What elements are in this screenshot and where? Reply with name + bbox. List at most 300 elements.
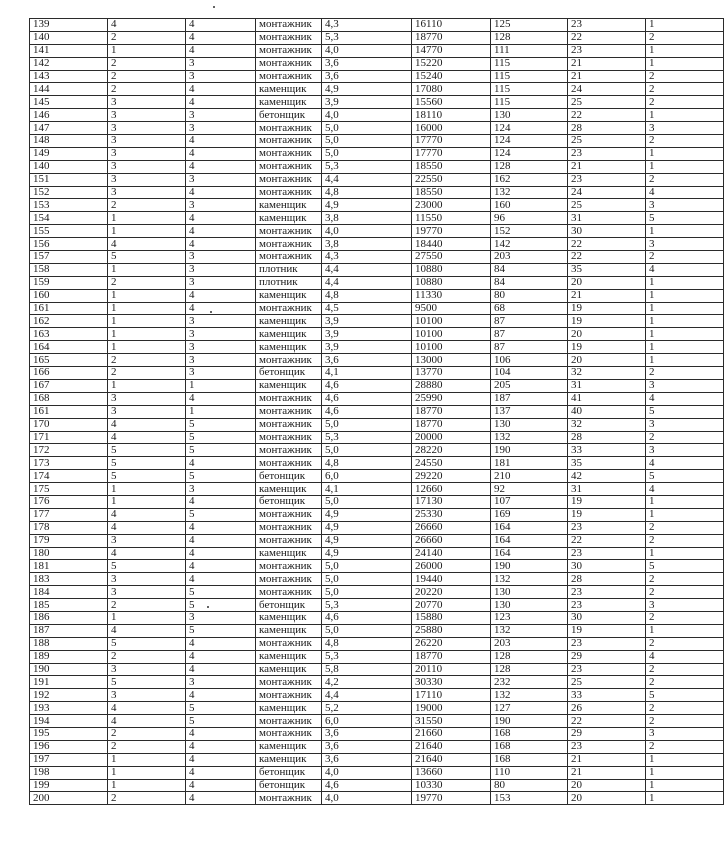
cell-d: 19 bbox=[568, 302, 646, 315]
table-row bbox=[30, 392, 724, 405]
cell-e: 2 bbox=[646, 715, 724, 728]
cell-b: 5 bbox=[186, 508, 256, 521]
table-row bbox=[30, 470, 724, 483]
cell-a: 5 bbox=[108, 251, 186, 264]
cell-profession: бетонщик bbox=[256, 470, 322, 483]
cell-b: 4 bbox=[186, 779, 256, 792]
cell-grade: 3,6 bbox=[322, 753, 412, 766]
cell-e: 1 bbox=[646, 276, 724, 289]
cell-a: 4 bbox=[108, 508, 186, 521]
cell-profession: каменщик bbox=[256, 753, 322, 766]
table-row bbox=[30, 779, 724, 792]
cell-b: 4 bbox=[186, 792, 256, 805]
table-row bbox=[30, 289, 724, 302]
cell-profession: монтажник bbox=[256, 431, 322, 444]
cell-d: 23 bbox=[568, 547, 646, 560]
cell-profession: монтажник bbox=[256, 405, 322, 418]
cell-profession: монтажник bbox=[256, 573, 322, 586]
cell-d: 23 bbox=[568, 173, 646, 186]
cell-c: 132 bbox=[491, 573, 568, 586]
cell-grade: 5,2 bbox=[322, 702, 412, 715]
cell-e: 2 bbox=[646, 96, 724, 109]
cell-e: 1 bbox=[646, 547, 724, 560]
cell-d: 23 bbox=[568, 44, 646, 57]
cell-id: 160 bbox=[30, 289, 108, 302]
cell-d: 20 bbox=[568, 779, 646, 792]
cell-c: 123 bbox=[491, 611, 568, 624]
table-row bbox=[30, 70, 724, 83]
cell-salary: 24140 bbox=[412, 547, 491, 560]
cell-profession: монтажник bbox=[256, 122, 322, 135]
table-row bbox=[30, 405, 724, 418]
cell-b: 1 bbox=[186, 379, 256, 392]
cell-id: 144 bbox=[30, 83, 108, 96]
cell-salary: 15220 bbox=[412, 57, 491, 70]
cell-d: 33 bbox=[568, 689, 646, 702]
cell-grade: 4,0 bbox=[322, 766, 412, 779]
table-row bbox=[30, 315, 724, 328]
cell-salary: 10880 bbox=[412, 276, 491, 289]
cell-salary: 21640 bbox=[412, 753, 491, 766]
cell-grade: 4,1 bbox=[322, 483, 412, 496]
cell-d: 28 bbox=[568, 122, 646, 135]
cell-salary: 19770 bbox=[412, 225, 491, 238]
cell-a: 1 bbox=[108, 44, 186, 57]
cell-c: 132 bbox=[491, 186, 568, 199]
cell-grade: 4,1 bbox=[322, 367, 412, 380]
cell-profession: бетонщик bbox=[256, 766, 322, 779]
cell-c: 68 bbox=[491, 302, 568, 315]
cell-a: 1 bbox=[108, 289, 186, 302]
cell-d: 20 bbox=[568, 354, 646, 367]
cell-salary: 17080 bbox=[412, 83, 491, 96]
cell-d: 33 bbox=[568, 444, 646, 457]
cell-id: 154 bbox=[30, 212, 108, 225]
cell-a: 1 bbox=[108, 302, 186, 315]
table-row bbox=[30, 199, 724, 212]
cell-profession: монтажник bbox=[256, 302, 322, 315]
cell-grade: 5,0 bbox=[322, 418, 412, 431]
cell-a: 2 bbox=[108, 57, 186, 70]
table-row bbox=[30, 354, 724, 367]
cell-e: 1 bbox=[646, 354, 724, 367]
cell-profession: монтажник bbox=[256, 457, 322, 470]
table-row bbox=[30, 727, 724, 740]
cell-b: 4 bbox=[186, 534, 256, 547]
cell-d: 35 bbox=[568, 457, 646, 470]
cell-profession: монтажник bbox=[256, 160, 322, 173]
cell-d: 29 bbox=[568, 650, 646, 663]
cell-id: 161 bbox=[30, 302, 108, 315]
table-row bbox=[30, 624, 724, 637]
cell-c: 87 bbox=[491, 315, 568, 328]
cell-grade: 4,8 bbox=[322, 289, 412, 302]
cell-grade: 4,9 bbox=[322, 547, 412, 560]
cell-a: 5 bbox=[108, 457, 186, 470]
cell-b: 4 bbox=[186, 225, 256, 238]
cell-e: 2 bbox=[646, 83, 724, 96]
cell-e: 5 bbox=[646, 560, 724, 573]
cell-profession: монтажник bbox=[256, 534, 322, 547]
cell-d: 41 bbox=[568, 392, 646, 405]
cell-profession: монтажник bbox=[256, 31, 322, 44]
cell-grade: 3,9 bbox=[322, 341, 412, 354]
cell-id: 157 bbox=[30, 251, 108, 264]
cell-grade: 4,8 bbox=[322, 186, 412, 199]
cell-c: 87 bbox=[491, 341, 568, 354]
cell-a: 4 bbox=[108, 418, 186, 431]
cell-grade: 4,0 bbox=[322, 225, 412, 238]
table-row bbox=[30, 302, 724, 315]
cell-c: 187 bbox=[491, 392, 568, 405]
cell-grade: 4,8 bbox=[322, 457, 412, 470]
cell-profession: каменщик bbox=[256, 212, 322, 225]
cell-b: 4 bbox=[186, 766, 256, 779]
cell-id: 156 bbox=[30, 238, 108, 251]
cell-c: 124 bbox=[491, 147, 568, 160]
cell-c: 92 bbox=[491, 483, 568, 496]
cell-c: 137 bbox=[491, 405, 568, 418]
cell-id: 183 bbox=[30, 573, 108, 586]
cell-salary: 15240 bbox=[412, 70, 491, 83]
cell-id: 141 bbox=[30, 44, 108, 57]
cell-salary: 17770 bbox=[412, 147, 491, 160]
cell-c: 168 bbox=[491, 740, 568, 753]
cell-b: 5 bbox=[186, 444, 256, 457]
scan-speck bbox=[210, 311, 212, 313]
cell-id: 186 bbox=[30, 611, 108, 624]
cell-grade: 5,3 bbox=[322, 160, 412, 173]
cell-b: 4 bbox=[186, 637, 256, 650]
cell-c: 168 bbox=[491, 727, 568, 740]
cell-salary: 31550 bbox=[412, 715, 491, 728]
table-row bbox=[30, 186, 724, 199]
cell-profession: каменщик bbox=[256, 483, 322, 496]
cell-e: 2 bbox=[646, 740, 724, 753]
cell-c: 190 bbox=[491, 560, 568, 573]
cell-salary: 18550 bbox=[412, 160, 491, 173]
cell-a: 4 bbox=[108, 521, 186, 534]
cell-d: 25 bbox=[568, 135, 646, 148]
cell-grade: 4,4 bbox=[322, 689, 412, 702]
cell-grade: 5,0 bbox=[322, 560, 412, 573]
table-row bbox=[30, 483, 724, 496]
cell-id: 181 bbox=[30, 560, 108, 573]
cell-id: 149 bbox=[30, 147, 108, 160]
cell-grade: 4,2 bbox=[322, 676, 412, 689]
cell-id: 173 bbox=[30, 457, 108, 470]
table-row bbox=[30, 379, 724, 392]
cell-grade: 4,9 bbox=[322, 199, 412, 212]
cell-b: 5 bbox=[186, 586, 256, 599]
cell-id: 174 bbox=[30, 470, 108, 483]
cell-id: 178 bbox=[30, 521, 108, 534]
cell-grade: 6,0 bbox=[322, 715, 412, 728]
cell-id: 167 bbox=[30, 379, 108, 392]
cell-d: 20 bbox=[568, 792, 646, 805]
cell-b: 3 bbox=[186, 354, 256, 367]
cell-salary: 10100 bbox=[412, 315, 491, 328]
cell-d: 32 bbox=[568, 367, 646, 380]
cell-e: 2 bbox=[646, 702, 724, 715]
cell-c: 128 bbox=[491, 663, 568, 676]
cell-e: 5 bbox=[646, 405, 724, 418]
cell-a: 1 bbox=[108, 611, 186, 624]
cell-id: 151 bbox=[30, 173, 108, 186]
cell-profession: плотник bbox=[256, 263, 322, 276]
cell-c: 164 bbox=[491, 547, 568, 560]
cell-d: 28 bbox=[568, 431, 646, 444]
cell-id: 177 bbox=[30, 508, 108, 521]
cell-id: 145 bbox=[30, 96, 108, 109]
cell-c: 130 bbox=[491, 599, 568, 612]
cell-id: 185 bbox=[30, 599, 108, 612]
cell-profession: монтажник bbox=[256, 715, 322, 728]
cell-d: 21 bbox=[568, 160, 646, 173]
cell-profession: бетонщик bbox=[256, 109, 322, 122]
cell-d: 29 bbox=[568, 727, 646, 740]
cell-b: 5 bbox=[186, 624, 256, 637]
cell-salary: 19440 bbox=[412, 573, 491, 586]
cell-grade: 5,0 bbox=[322, 444, 412, 457]
cell-e: 1 bbox=[646, 315, 724, 328]
cell-e: 1 bbox=[646, 753, 724, 766]
cell-c: 132 bbox=[491, 431, 568, 444]
cell-c: 128 bbox=[491, 160, 568, 173]
cell-b: 3 bbox=[186, 276, 256, 289]
cell-e: 2 bbox=[646, 251, 724, 264]
data-table bbox=[29, 18, 724, 805]
cell-b: 4 bbox=[186, 521, 256, 534]
table-row bbox=[30, 586, 724, 599]
cell-d: 42 bbox=[568, 470, 646, 483]
cell-profession: каменщик bbox=[256, 328, 322, 341]
cell-c: 127 bbox=[491, 702, 568, 715]
cell-d: 31 bbox=[568, 212, 646, 225]
table-row bbox=[30, 573, 724, 586]
cell-a: 4 bbox=[108, 702, 186, 715]
cell-a: 2 bbox=[108, 367, 186, 380]
cell-a: 4 bbox=[108, 431, 186, 444]
cell-b: 3 bbox=[186, 109, 256, 122]
cell-salary: 17110 bbox=[412, 689, 491, 702]
cell-c: 168 bbox=[491, 753, 568, 766]
cell-profession: каменщик bbox=[256, 663, 322, 676]
cell-id: 171 bbox=[30, 431, 108, 444]
cell-e: 4 bbox=[646, 263, 724, 276]
cell-salary: 17130 bbox=[412, 495, 491, 508]
cell-a: 1 bbox=[108, 779, 186, 792]
cell-c: 152 bbox=[491, 225, 568, 238]
cell-b: 4 bbox=[186, 392, 256, 405]
cell-grade: 5,0 bbox=[322, 495, 412, 508]
cell-d: 28 bbox=[568, 573, 646, 586]
cell-grade: 4,0 bbox=[322, 44, 412, 57]
cell-c: 130 bbox=[491, 109, 568, 122]
cell-profession: монтажник bbox=[256, 392, 322, 405]
cell-id: 168 bbox=[30, 392, 108, 405]
cell-d: 19 bbox=[568, 624, 646, 637]
cell-profession: монтажник bbox=[256, 521, 322, 534]
cell-salary: 18770 bbox=[412, 31, 491, 44]
table-row bbox=[30, 276, 724, 289]
cell-b: 4 bbox=[186, 19, 256, 32]
cell-grade: 4,4 bbox=[322, 276, 412, 289]
cell-e: 1 bbox=[646, 328, 724, 341]
cell-e: 3 bbox=[646, 238, 724, 251]
cell-d: 31 bbox=[568, 483, 646, 496]
cell-e: 5 bbox=[646, 689, 724, 702]
cell-salary: 28220 bbox=[412, 444, 491, 457]
cell-c: 142 bbox=[491, 238, 568, 251]
cell-b: 4 bbox=[186, 547, 256, 560]
cell-c: 124 bbox=[491, 135, 568, 148]
cell-e: 3 bbox=[646, 599, 724, 612]
table-row bbox=[30, 44, 724, 57]
cell-a: 5 bbox=[108, 444, 186, 457]
cell-a: 3 bbox=[108, 96, 186, 109]
cell-d: 21 bbox=[568, 57, 646, 70]
cell-grade: 4,6 bbox=[322, 779, 412, 792]
cell-c: 190 bbox=[491, 444, 568, 457]
cell-id: 175 bbox=[30, 483, 108, 496]
cell-a: 4 bbox=[108, 19, 186, 32]
cell-id: 146 bbox=[30, 109, 108, 122]
cell-b: 3 bbox=[186, 57, 256, 70]
cell-e: 4 bbox=[646, 186, 724, 199]
cell-profession: монтажник bbox=[256, 251, 322, 264]
cell-d: 23 bbox=[568, 740, 646, 753]
cell-grade: 3,6 bbox=[322, 70, 412, 83]
cell-d: 32 bbox=[568, 418, 646, 431]
cell-salary: 20770 bbox=[412, 599, 491, 612]
cell-c: 130 bbox=[491, 586, 568, 599]
cell-salary: 15560 bbox=[412, 96, 491, 109]
cell-c: 110 bbox=[491, 766, 568, 779]
cell-b: 4 bbox=[186, 457, 256, 470]
cell-b: 3 bbox=[186, 263, 256, 276]
cell-c: 115 bbox=[491, 57, 568, 70]
cell-salary: 25880 bbox=[412, 624, 491, 637]
table-row bbox=[30, 676, 724, 689]
cell-e: 3 bbox=[646, 199, 724, 212]
cell-b: 3 bbox=[186, 611, 256, 624]
cell-a: 4 bbox=[108, 238, 186, 251]
cell-d: 21 bbox=[568, 289, 646, 302]
cell-d: 23 bbox=[568, 586, 646, 599]
cell-e: 3 bbox=[646, 122, 724, 135]
cell-e: 4 bbox=[646, 483, 724, 496]
cell-profession: монтажник bbox=[256, 19, 322, 32]
cell-salary: 28880 bbox=[412, 379, 491, 392]
cell-b: 3 bbox=[186, 173, 256, 186]
cell-salary: 10100 bbox=[412, 328, 491, 341]
cell-id: 159 bbox=[30, 276, 108, 289]
cell-salary: 22550 bbox=[412, 173, 491, 186]
cell-grade: 5,3 bbox=[322, 650, 412, 663]
cell-grade: 5,0 bbox=[322, 122, 412, 135]
table-row bbox=[30, 122, 724, 135]
cell-grade: 4,6 bbox=[322, 405, 412, 418]
table-row bbox=[30, 495, 724, 508]
cell-grade: 4,5 bbox=[322, 302, 412, 315]
cell-c: 84 bbox=[491, 263, 568, 276]
cell-b: 3 bbox=[186, 315, 256, 328]
cell-grade: 4,6 bbox=[322, 392, 412, 405]
cell-grade: 4,9 bbox=[322, 508, 412, 521]
cell-salary: 16110 bbox=[412, 19, 491, 32]
cell-b: 5 bbox=[186, 431, 256, 444]
cell-id: 189 bbox=[30, 650, 108, 663]
table-row bbox=[30, 611, 724, 624]
cell-d: 40 bbox=[568, 405, 646, 418]
cell-e: 1 bbox=[646, 160, 724, 173]
cell-profession: плотник bbox=[256, 276, 322, 289]
cell-a: 1 bbox=[108, 225, 186, 238]
cell-d: 22 bbox=[568, 109, 646, 122]
cell-d: 31 bbox=[568, 379, 646, 392]
cell-a: 1 bbox=[108, 212, 186, 225]
cell-d: 23 bbox=[568, 663, 646, 676]
cell-profession: монтажник bbox=[256, 418, 322, 431]
cell-e: 1 bbox=[646, 147, 724, 160]
cell-c: 107 bbox=[491, 495, 568, 508]
cell-a: 1 bbox=[108, 753, 186, 766]
cell-profession: монтажник bbox=[256, 238, 322, 251]
cell-b: 5 bbox=[186, 702, 256, 715]
cell-a: 1 bbox=[108, 379, 186, 392]
cell-salary: 26000 bbox=[412, 560, 491, 573]
cell-profession: каменщик bbox=[256, 96, 322, 109]
cell-grade: 4,0 bbox=[322, 792, 412, 805]
cell-d: 30 bbox=[568, 611, 646, 624]
cell-salary: 18550 bbox=[412, 186, 491, 199]
cell-e: 2 bbox=[646, 135, 724, 148]
table-row bbox=[30, 57, 724, 70]
cell-c: 128 bbox=[491, 650, 568, 663]
cell-profession: монтажник bbox=[256, 354, 322, 367]
cell-profession: монтажник bbox=[256, 586, 322, 599]
cell-d: 22 bbox=[568, 251, 646, 264]
cell-profession: каменщик bbox=[256, 547, 322, 560]
cell-salary: 25990 bbox=[412, 392, 491, 405]
cell-salary: 24550 bbox=[412, 457, 491, 470]
table-row bbox=[30, 19, 724, 32]
cell-c: 115 bbox=[491, 96, 568, 109]
cell-salary: 18770 bbox=[412, 418, 491, 431]
cell-a: 1 bbox=[108, 495, 186, 508]
cell-grade: 3,6 bbox=[322, 354, 412, 367]
cell-id: 170 bbox=[30, 418, 108, 431]
cell-c: 128 bbox=[491, 31, 568, 44]
cell-c: 210 bbox=[491, 470, 568, 483]
cell-salary: 12660 bbox=[412, 483, 491, 496]
cell-b: 4 bbox=[186, 238, 256, 251]
cell-c: 115 bbox=[491, 70, 568, 83]
cell-b: 5 bbox=[186, 599, 256, 612]
cell-e: 2 bbox=[646, 31, 724, 44]
table-row bbox=[30, 263, 724, 276]
cell-b: 4 bbox=[186, 160, 256, 173]
table-row bbox=[30, 212, 724, 225]
cell-b: 4 bbox=[186, 147, 256, 160]
cell-grade: 4,6 bbox=[322, 611, 412, 624]
cell-b: 3 bbox=[186, 328, 256, 341]
cell-c: 205 bbox=[491, 379, 568, 392]
cell-salary: 18770 bbox=[412, 405, 491, 418]
cell-salary: 18770 bbox=[412, 650, 491, 663]
cell-e: 2 bbox=[646, 431, 724, 444]
